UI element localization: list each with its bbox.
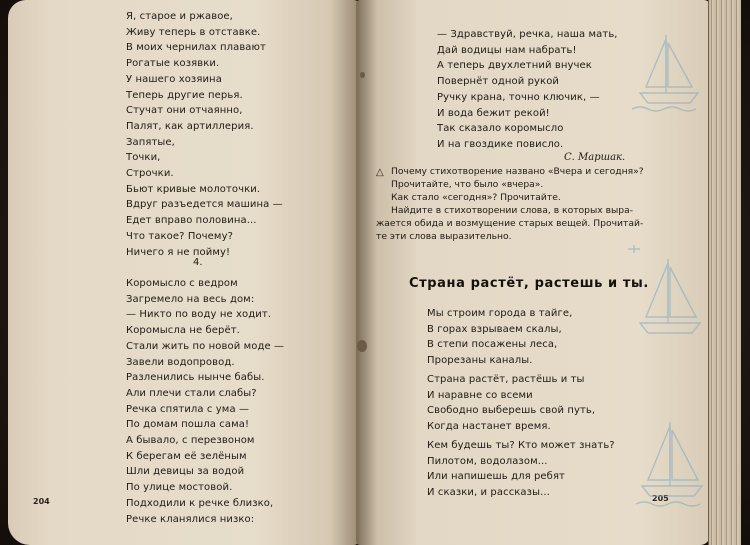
poem-line: Али плечи стали слабы? <box>126 387 257 399</box>
spine-hole <box>357 340 367 352</box>
poem-line: Мы строим города в тайге, <box>427 308 573 319</box>
sailboat-stamp-icon <box>628 245 708 345</box>
question-line: Почему стихотворение названо «Вчера и сегодня»? <box>391 166 644 177</box>
sailboat-stamp-icon <box>632 410 710 510</box>
poem-line: В моих чернилах плавают <box>126 42 266 54</box>
poem-ending <box>437 27 618 153</box>
poem-line: Завели водопровод. <box>126 356 235 368</box>
poem-line: Когда настанет время. <box>427 421 551 433</box>
stanza-2 <box>427 372 595 435</box>
poem-line: Или напишешь для ребят <box>427 471 565 483</box>
poem-line: Так сказало коромысло <box>437 123 564 135</box>
poem-line: Прорезаны каналы. <box>427 355 533 367</box>
poem-line: И наравне со всеми <box>427 389 533 401</box>
poem-line: Свободно выберешь свой путь, <box>427 405 596 417</box>
poem-line: И на гвоздике повисло. <box>437 138 564 150</box>
poem-line: Шли девицы за водой <box>126 466 245 478</box>
poem-line: К берегам её зелёным <box>126 450 247 462</box>
poem-line: Бьют кривые молоточки. <box>126 183 261 195</box>
question-line: Как стало «сегодня»? Прочитайте. <box>391 192 561 203</box>
poem-line: — Здравствуй, речка, наша мать, <box>437 29 618 40</box>
poem-line: Строчки. <box>126 168 174 180</box>
page-edges <box>708 0 741 545</box>
poem-line: Речке кланялися низко: <box>126 513 255 525</box>
poem-line: Загремело на весь дом: <box>126 293 255 305</box>
poem-line: Страна растёт, растёшь и ты <box>427 374 585 385</box>
poem-line: У нашего хозяина <box>126 73 222 85</box>
poem-title: Страна растёт, растешь и ты. <box>409 276 649 291</box>
question-line: жается обида и возмущение старых вещей. Прочитай- <box>376 218 644 229</box>
poem-line: Стучат они отчаянно, <box>126 105 243 117</box>
spine-hole <box>360 72 365 78</box>
page-number-left: 204 <box>33 497 50 506</box>
question-line: Найдите в стихотворении слова, в которых выра- <box>391 205 634 216</box>
stanza-3 <box>427 438 615 501</box>
stanza-1 <box>427 306 572 369</box>
poem-line: Коромысло с ведром <box>126 278 238 289</box>
question-line: Прочитайте, что было «вчера». <box>391 179 544 190</box>
poem-line: И вода бежит рекой! <box>437 107 550 119</box>
poem-line: Подходили к речке близко, <box>126 497 274 509</box>
poem-line: Дай водицы нам набрать! <box>437 44 577 56</box>
poem-line: И сказки, и рассказы... <box>427 487 550 499</box>
poem-line: Теперь другие перья. <box>126 89 243 101</box>
poem-line: А бывало, с перезвоном <box>126 435 255 447</box>
poem-line: Вдруг разъедется машина — <box>126 199 283 211</box>
poem-line: По домам пошла сама! <box>126 419 250 431</box>
poem-line: Коромысла не берёт. <box>126 325 240 337</box>
poem-line: Ничего я не пойму! <box>126 246 231 258</box>
poem-author: С. Маршак. <box>564 152 626 163</box>
poem-line: — Никто по воду не ходит. <box>126 309 272 321</box>
poem-line: А теперь двухлетний внучек <box>437 60 592 72</box>
poem-line: Стали жить по новой моде — <box>126 340 285 352</box>
poem-line: Ручку крана, точно ключик, — <box>437 91 600 103</box>
poem-line: Я, старое и ржавое, <box>126 11 233 22</box>
question-line: те эти слова выразительно. <box>376 231 512 242</box>
page-number-right: 205 <box>652 494 669 503</box>
poem-line: По улице мостовой. <box>126 482 233 494</box>
poem-line: Повернёт одной рукой <box>437 76 560 88</box>
poem-part-a <box>126 9 283 260</box>
poem-line: Что такое? Почему? <box>126 230 233 242</box>
sailboat-stamp-icon <box>626 25 706 115</box>
poem-line: Едет вправо половина... <box>126 215 257 227</box>
poem-line: Живу теперь в отставке. <box>126 26 261 38</box>
poem-line: Рогатые козявки. <box>126 58 220 70</box>
poem-line: В горах взрываем скалы, <box>427 323 562 335</box>
poem-line: Палят, как артиллерия. <box>126 120 254 132</box>
poem-line: В степи посажены леса, <box>427 339 558 351</box>
poem-line: Пилотом, водолазом... <box>427 455 548 467</box>
poem-line: Кем будешь ты? Кто может знать? <box>427 440 615 451</box>
poem-line: Запятые, <box>126 136 175 148</box>
poem-part-b <box>126 276 284 527</box>
questions-marker: △ <box>376 167 384 178</box>
poem-line: Разленились нынче бабы. <box>126 372 265 384</box>
section-number: 4. <box>193 257 203 268</box>
poem-line: Речка спятила с ума — <box>126 403 250 415</box>
poem-line: Точки, <box>126 152 161 164</box>
